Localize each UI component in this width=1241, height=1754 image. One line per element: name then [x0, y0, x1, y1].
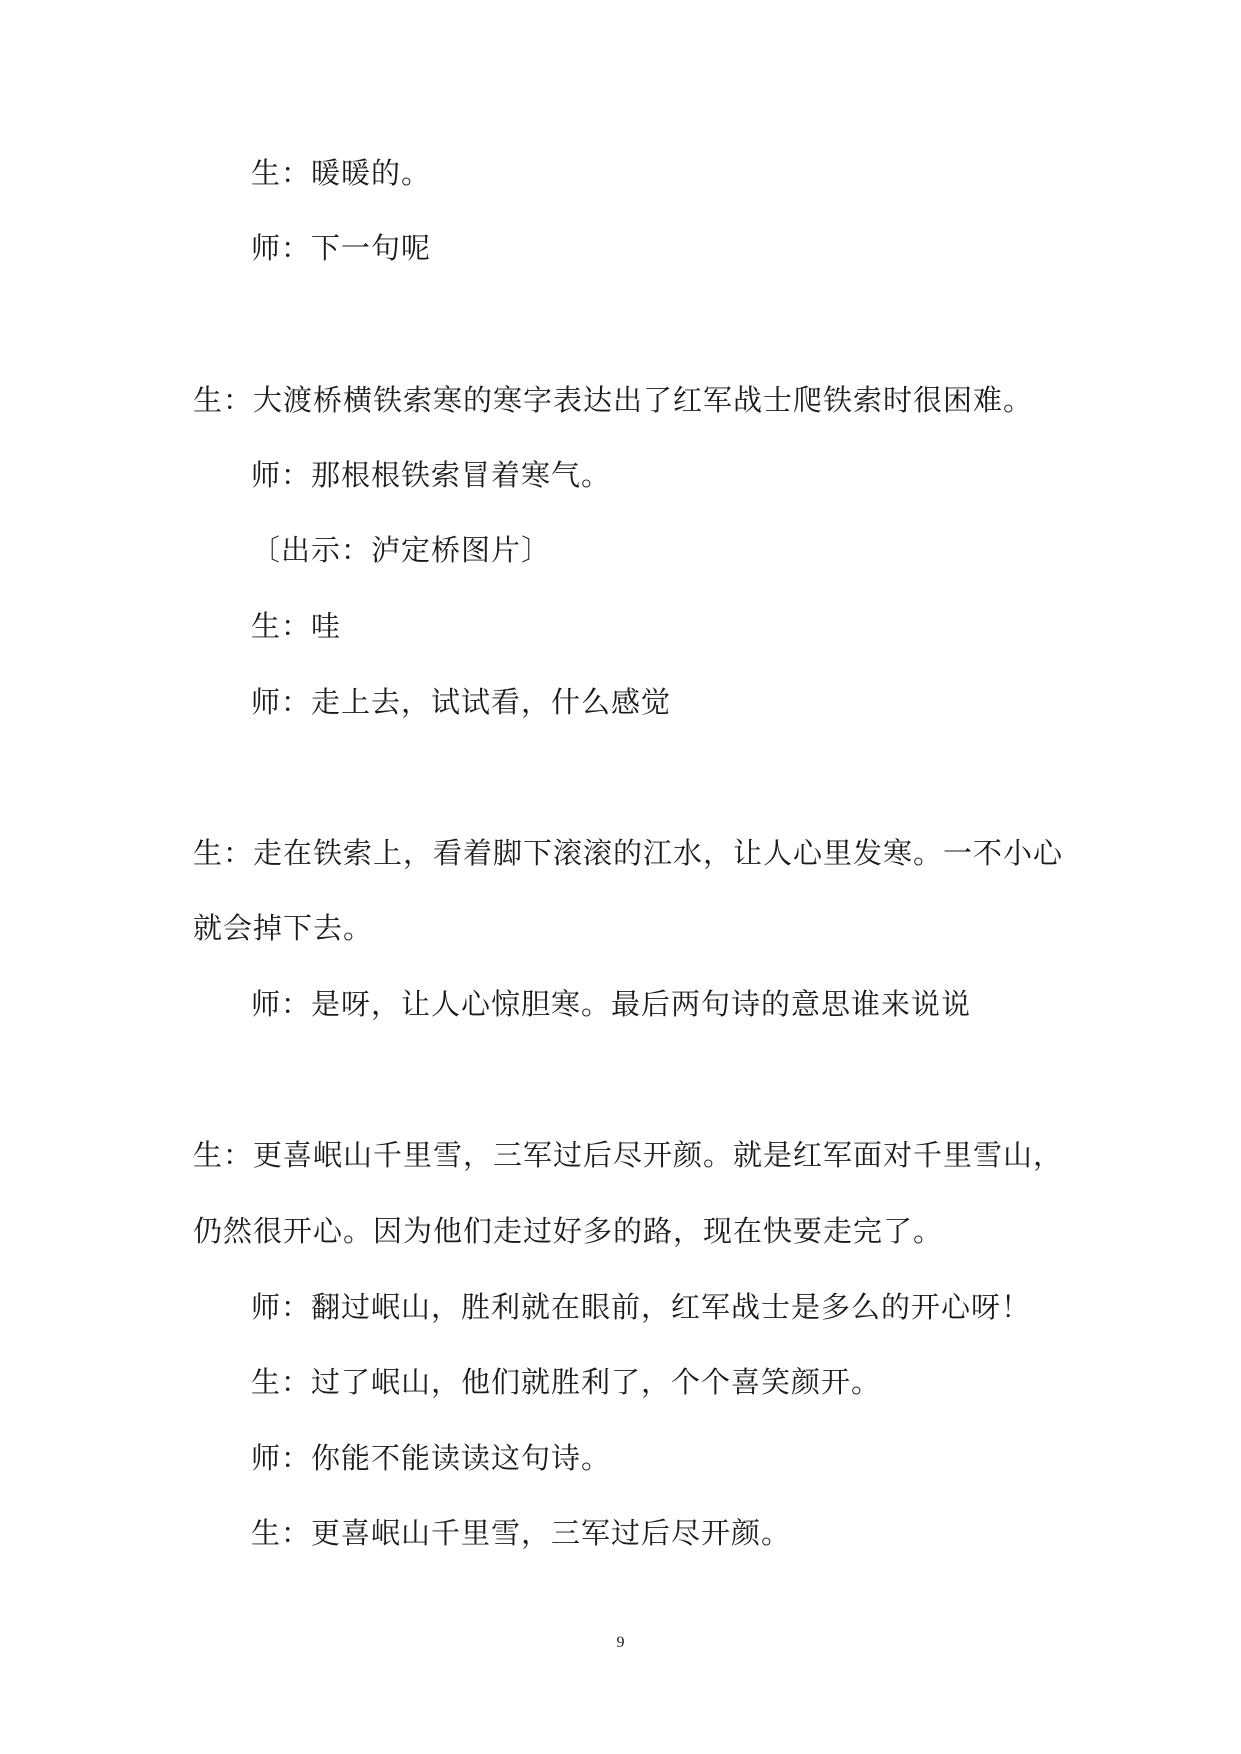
stage-direction: 〔出示：泸定桥图片〕	[251, 533, 552, 567]
dialogue-line: 生：过了岷山，他们就胜利了，个个喜笑颜开。	[251, 1365, 882, 1399]
dialogue-line: 师：是呀，让人心惊胆寒。最后两句诗的意思谁来说说	[251, 987, 972, 1021]
dialogue-line: 师：翻过岷山，胜利就在眼前，红军战士是多么的开心呀！	[251, 1290, 1032, 1324]
dialogue-line: 师：那根根铁索冒着寒气。	[251, 458, 612, 492]
dialogue-line-continuation: 就会掉下去。	[193, 911, 374, 945]
dialogue-line: 师：走上去，试试看，什么感觉	[251, 685, 672, 719]
dialogue-line: 生：走在铁索上，看着脚下滚滚的江水，让人心里发寒。一不小心	[193, 836, 1064, 870]
dialogue-line: 生：大渡桥横铁索寒的寒字表达出了红军战士爬铁索时很困难。	[193, 383, 1034, 417]
dialogue-line: 生：更喜岷山千里雪，三军过后尽开颜。就是红军面对千里雪山，	[193, 1138, 1064, 1172]
page-number: 9	[616, 1634, 625, 1651]
dialogue-line: 师：你能不能读读这句诗。	[251, 1441, 612, 1475]
dialogue-line: 生：更喜岷山千里雪，三军过后尽开颜。	[251, 1516, 792, 1550]
dialogue-line: 生：暖暖的。	[251, 156, 432, 190]
dialogue-line: 师：下一句呢	[251, 231, 432, 265]
dialogue-line-continuation: 仍然很开心。因为他们走过好多的路，现在快要走完了。	[193, 1214, 944, 1248]
dialogue-line: 生：哇	[251, 609, 342, 643]
